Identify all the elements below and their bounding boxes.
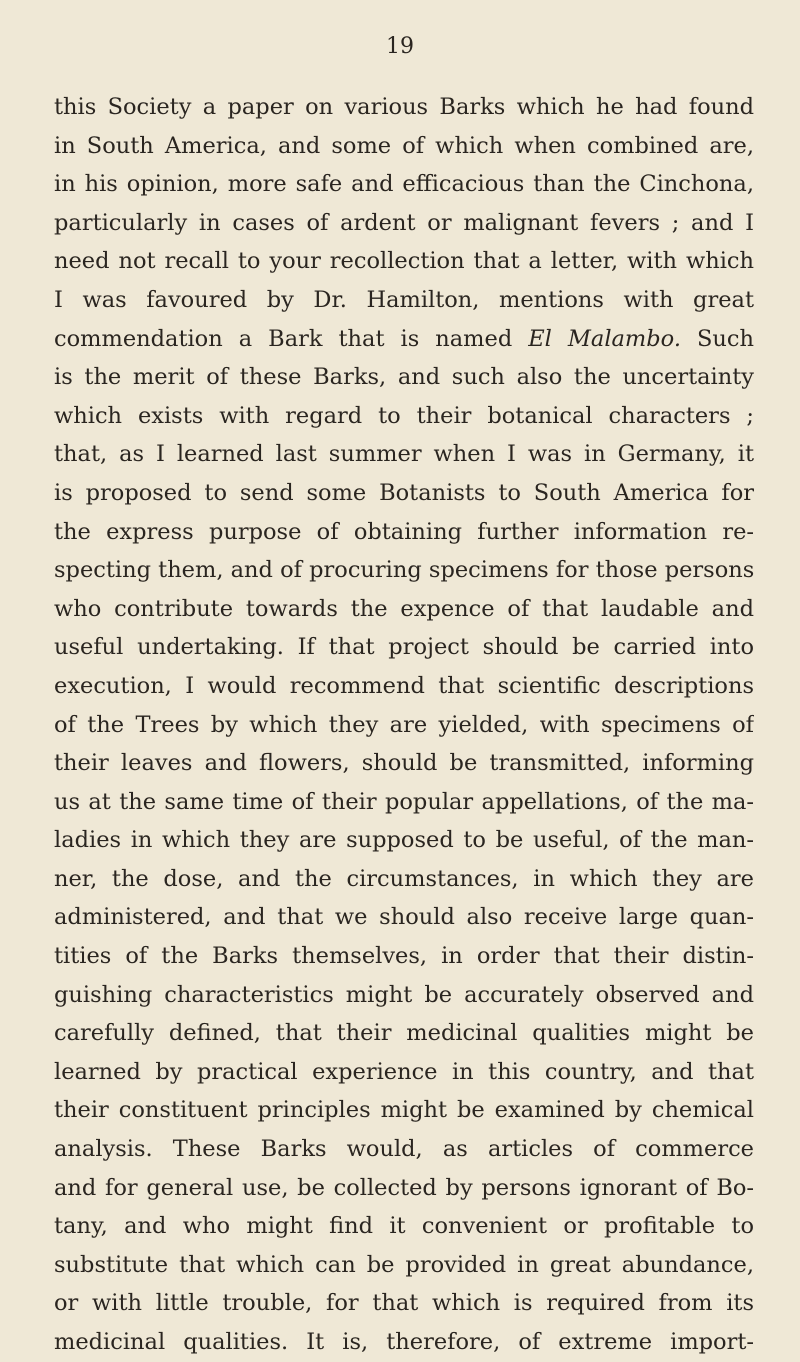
text-line: in South America, and some of which when combined are,: [54, 132, 754, 159]
text-line: useful undertaking. If that project should be carried into: [54, 634, 754, 661]
text-line: guishing characteristics might be accurately observed and: [54, 981, 754, 1008]
page-number: 19: [386, 34, 414, 59]
text-line: tany, and who might find it convenient or profitable to: [54, 1213, 754, 1240]
text-line: the express purpose of obtaining further information re-: [54, 518, 754, 545]
text-line: learned by practical experience in this country, and that: [54, 1058, 754, 1085]
text-line: analysis. These Barks would, as articles of commerce: [54, 1136, 754, 1163]
text-line-with-italic: [54, 320, 754, 359]
text-line: tities of the Barks themselves, in order that their distin-: [54, 943, 754, 970]
text-line: ner, the dose, and the circumstances, in which they are: [54, 865, 754, 892]
text-line: medicinal qualities. It is, therefore, of extreme import-: [54, 1329, 754, 1355]
text-line: us at the same time of their popular appellations, of the ma-: [54, 788, 754, 815]
text-segment: commendation a Bark that is named: [54, 325, 529, 352]
text-line: that, as I learned last summer when I was in Germany, it: [54, 441, 754, 468]
text-line: or with little trouble, for that which is required from its: [54, 1290, 754, 1317]
text-line: which exists with regard to their botanical characters ;: [54, 402, 754, 429]
text-line: their constituent principles might be examined by chemical: [54, 1097, 754, 1124]
text-line: need not recall to your recollection that a letter, with which: [54, 248, 754, 275]
text-line: is proposed to send some Botanists to South America for: [54, 479, 754, 506]
body-text: [54, 88, 754, 1362]
text-segment: Such: [680, 325, 754, 352]
text-line: execution, I would recommend that scientific descriptions: [54, 672, 754, 699]
text-line: substitute that which can be provided in great abundance,: [54, 1251, 754, 1278]
text-line: of the Trees by which they are yielded, with specimens of: [54, 711, 754, 738]
text-line: and for general use, be collected by persons ignorant of Bo-: [54, 1174, 754, 1201]
text-line: particularly in cases of ardent or malignant fevers ; and I: [54, 209, 754, 236]
text-line: in his opinion, more safe and efficacious than the Cinchona,: [54, 171, 754, 198]
text-line: who contribute towards the expence of that laudable and: [54, 595, 754, 622]
text-line: their leaves and flowers, should be transmitted, informing: [54, 750, 754, 777]
text-line: specting them, and of procuring specimens for those persons: [54, 557, 754, 584]
italic-name: El Malambo.: [528, 325, 681, 352]
text-line: administered, and that we should also receive large quan-: [54, 904, 754, 931]
text-line: carefully defined, that their medicinal qualities might be: [54, 1020, 754, 1047]
text-line: I was favoured by Dr. Hamilton, mentions with great: [54, 286, 754, 313]
text-line: is the merit of these Barks, and such also the uncertainty: [54, 364, 754, 391]
text-line: this Society a paper on various Barks which he had found: [54, 94, 754, 120]
text-line: ladies in which they are supposed to be useful, of the man-: [54, 827, 754, 854]
